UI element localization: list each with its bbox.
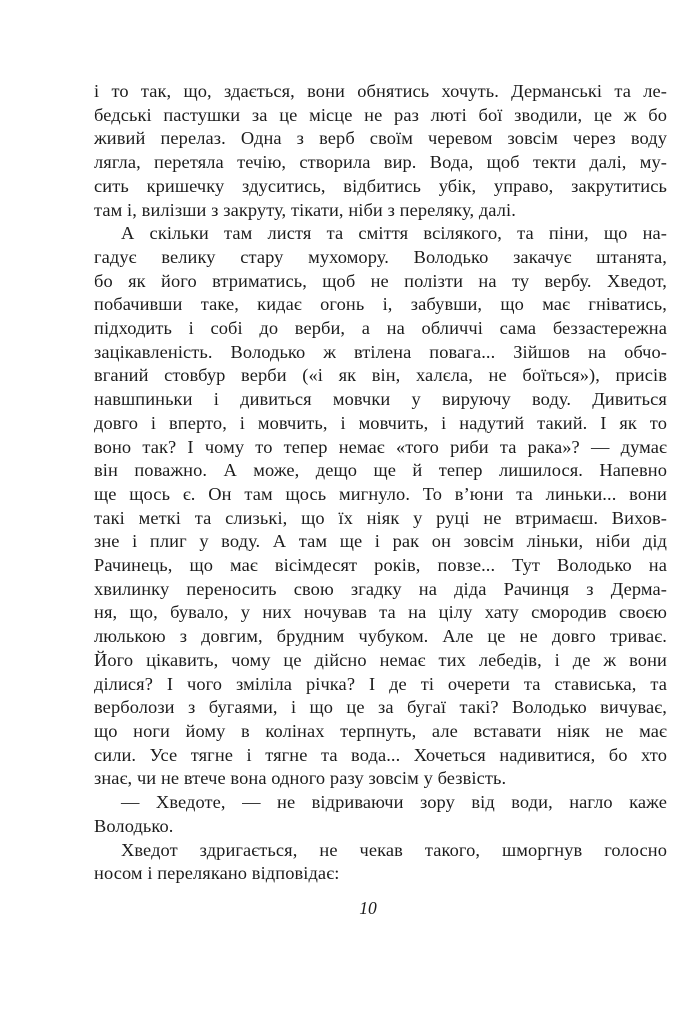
text-line: ще щось є. Он там щось мигнуло. То в’юни та линьки... вони xyxy=(94,483,667,504)
text-line: сили. Усе тягне і тягне та вода... Хочеться надивитися, бо хто xyxy=(94,744,667,765)
text-line: вганий стовбур верби («і як він, халєла, не боїться»), присів xyxy=(94,365,667,386)
text-line: він поважно. А може, дещо ще й тепер лишилося. Напевно xyxy=(94,460,667,481)
text-line: зне і плиг у воду. А там ще і рак он зовсім ліньки, ніби дід xyxy=(94,531,667,552)
text-line: довго і вперто, і мовчить, і мовчить, і надутий такий. І як то xyxy=(94,412,667,433)
text-line: Його цікавить, чому це дійсно немає тих лебедів, і де ж вони xyxy=(94,649,667,670)
text-line: носом і перелякано відповідає: xyxy=(94,863,340,884)
text-line: бедські пастушки за це місце не раз люті бої зводили, це ж бо xyxy=(94,104,667,125)
text-line: там і, вилізши з закруту, тікати, ніби з переляку, далі. xyxy=(94,199,516,220)
page-text xyxy=(94,80,667,886)
text-line: живий перелаз. Одна з верб своїм черевом зовсім через воду xyxy=(94,128,667,149)
text-line: хвилинку переносить свою згадку на діда Рачинця з Дерма- xyxy=(94,578,667,599)
text-line: люлькою з довгим, брудним чубуком. Але це не довго триває. xyxy=(94,626,667,647)
text-line: А скільки там листя та сміття всілякого, та піни, що на- xyxy=(121,223,667,244)
text-line: знає, чи не втече вона одного разу зовсім у безвість. xyxy=(94,768,507,789)
text-line: підходить і собі до верби, а на обличчі сама беззастережна xyxy=(94,318,667,339)
text-line: верболози з бугаями, і що це за бугаї такі? Володько вичуває, xyxy=(94,697,667,718)
text-line: зацікавленість. Володько ж втілена повага... Зійшов на обчо- xyxy=(94,341,667,362)
text-line: Рачинець, що має вісімдесят років, повзе... Тут Володько на xyxy=(94,555,667,576)
text-line: воно так? І чому то тепер немає «того риби та рака»? — думає xyxy=(94,436,667,457)
text-line: Володько. xyxy=(94,815,174,836)
text-line: гадує велику стару мухомору. Володько закачує штанята, xyxy=(94,246,667,267)
text-line: ділися? І чого зміліла річка? І де ті очерети та стависька, та xyxy=(94,673,667,694)
text-line: побачивши таке, кидає огонь і, забувши, що має гніватись, xyxy=(94,294,667,315)
text-line: навшпиньки і дивиться мовчки у вируючу воду. Дивиться xyxy=(94,389,667,410)
page-number: 10 xyxy=(359,898,377,918)
text-line: Хведот здригається, не чекав такого, шморгнув голосно xyxy=(121,839,667,860)
text-line: сить кришечку здуситись, відбитись убік, управо, закрутитись xyxy=(94,175,667,196)
text-line: — Хведоте, — не відриваючи зору від води, нагло каже xyxy=(121,792,667,813)
text-line: такі меткі та слизькі, що їх ніяк у руці не втримаєш. Вихов- xyxy=(94,507,667,528)
text-line: що ноги йому в колінах терпнуть, але вставати ніяк не має xyxy=(94,720,667,741)
text-line: лягла, перетяла течію, створила вир. Вода, щоб текти далі, му- xyxy=(94,152,667,173)
text-line: бо як його втриматись, щоб не полізти на ту вербу. Хведот, xyxy=(94,270,667,291)
text-line: ня, що, бувало, у них ночував та на цілу хату смородив своєю xyxy=(94,602,667,623)
text-line: і то так, що, здається, вони обнятись хочуть. Дерманські та ле- xyxy=(94,81,667,101)
